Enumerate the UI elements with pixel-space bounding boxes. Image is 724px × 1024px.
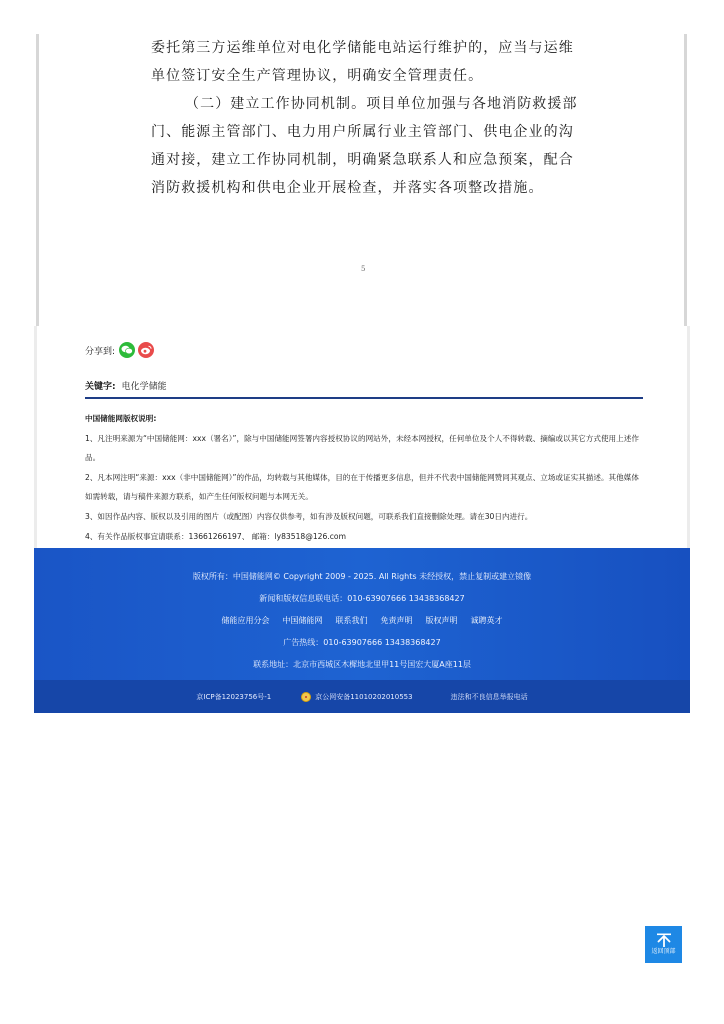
footer-link-disclaimer[interactable]: 免责声明 — [380, 616, 413, 625]
site-footer — [34, 548, 690, 713]
footer-link-contact[interactable]: 联系我们 — [335, 616, 368, 625]
document-paragraph: 委托第三方运维单位对电化学储能电站运行维护的，应当与运维单位签订安全生产管理协议，明确安全管理责任。 — [151, 40, 574, 84]
copyright-notice-item: 3、如因作品内容、版权以及引用的图片（或配图）内容仅供参考，如有涉及版权问题，可联系我们直接删除处理。请在30日内进行。 — [85, 511, 533, 521]
article-footer — [34, 326, 690, 548]
footer-address: 联系地址：北京市西城区木樨地北里甲11号国宏大厦A座11层 — [253, 660, 471, 669]
copyright-notice-title: 中国储能网版权说明: — [85, 414, 157, 423]
document-page — [36, 34, 687, 326]
weibo-glyph — [140, 345, 152, 355]
wechat-glyph — [121, 345, 133, 355]
copyright-notice-item: 2、凡本网注明“来源：xxx（非中国储能网）”的作品，均转载与其他媒体，目的在于传播更多信息，但并不代表中国储能网赞同其观点、立场或证实其描述。其他媒体如需转载，请与稿件来源方联系，如产生任何版权问题与本网无关。 — [85, 472, 639, 502]
share-bar — [85, 341, 154, 359]
footer-bottom-bar — [34, 680, 690, 713]
keywords-label: 关键字: — [85, 382, 116, 392]
document-paragraph: （二）建立工作协同机制。项目单位加强与各地消防救援部门、能源主管部门、电力用户所属行业主管部门、供电企业的沟通对接，建立工作协同机制，明确紧急联系人和应急预案，配合消防救援机构和供电企业开展检查，并落实各项整改措施。 — [151, 96, 578, 196]
copyright-notice — [85, 409, 645, 546]
arrow-up-icon — [656, 933, 672, 947]
share-label: 分享到: — [85, 346, 116, 357]
footer-link-careers[interactable]: 诚聘英才 — [470, 616, 503, 625]
keyword-link[interactable]: 电化学储能 — [121, 382, 167, 392]
footer-copyright: 版权所有：中国储能网© Copyright 2009 - 2025. All Rights 未经授权，禁止复制或建立镜像 — [192, 572, 532, 581]
footer-links — [34, 615, 690, 626]
wechat-icon[interactable] — [119, 342, 135, 358]
report-link[interactable]: 违法和不良信息举报电话 — [450, 692, 528, 701]
police-record[interactable] — [301, 692, 412, 702]
back-to-top-button[interactable] — [645, 926, 682, 963]
divider — [85, 397, 643, 399]
keywords-row — [85, 379, 167, 392]
police-badge-icon — [301, 692, 311, 702]
weibo-icon[interactable] — [138, 342, 154, 358]
back-to-top-label: 返回顶部 — [651, 948, 676, 955]
footer-link-home[interactable]: 中国储能网 — [282, 616, 323, 625]
page-number: 5 — [361, 265, 366, 273]
footer-news-phone: 新闻和版权信息联电话：010-63907666 13438368427 — [259, 594, 465, 603]
footer-link-copyright[interactable]: 版权声明 — [425, 616, 458, 625]
copyright-notice-item: 4、有关作品版权事宜请联系：13661266197、 邮箱：ly83518@126.com — [85, 531, 346, 541]
icp-link[interactable]: 京ICP备12023756号-1 — [196, 692, 272, 701]
footer-link-branch[interactable]: 储能应用分会 — [221, 616, 270, 625]
police-record-text: 京公网安备11010202010553 — [315, 692, 413, 701]
document-body — [151, 34, 581, 202]
footer-ad-phone: 广告热线：010-63907666 13438368427 — [283, 638, 441, 647]
copyright-notice-item: 1、凡注明来源为“中国储能网：xxx（署名）”，除与中国储能网签署内容授权协议的网站外，未经本网授权，任何单位及个人不得转载、摘编或以其它方式使用上述作品。 — [85, 433, 639, 463]
